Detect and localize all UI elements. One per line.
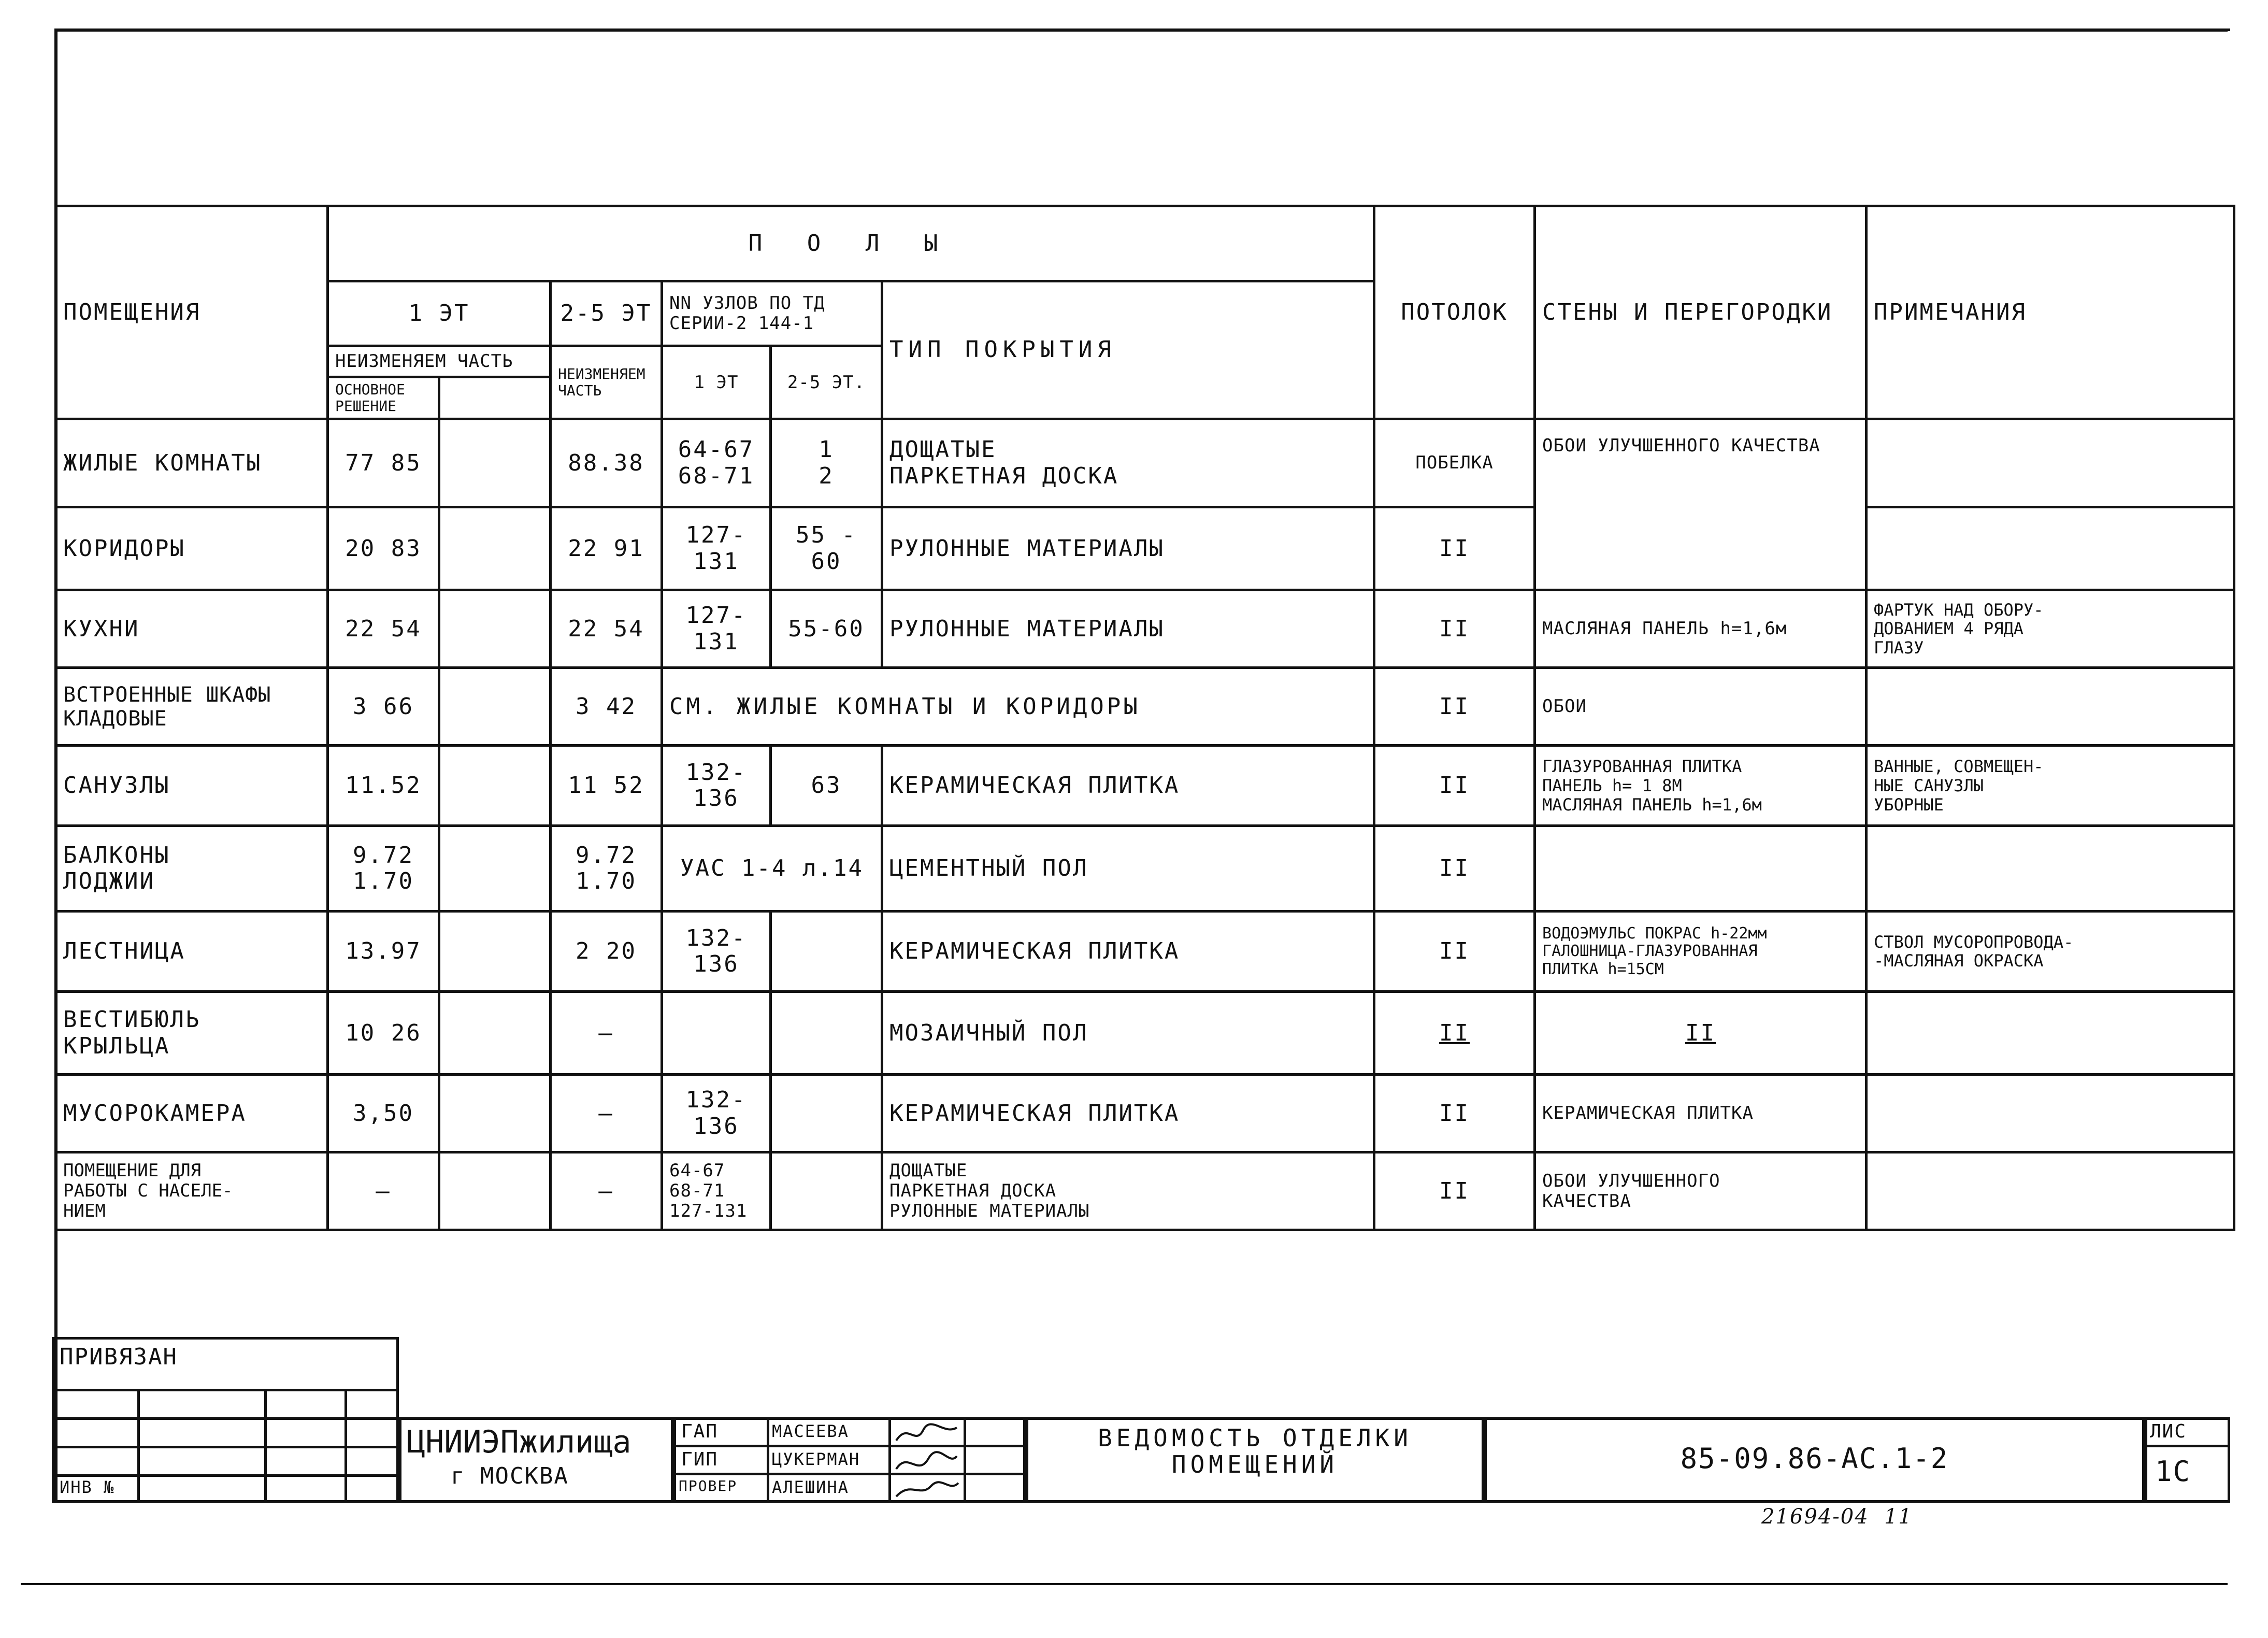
walls: II (1535, 992, 1867, 1075)
ceiling: II (1374, 507, 1535, 590)
area-main: 20 83 (328, 507, 439, 590)
area-2-5: 22 91 (551, 507, 662, 590)
empty-header (439, 377, 551, 419)
org-name: ЦНИИЭПжилища (407, 1424, 631, 1460)
area-2-5: 3 42 (551, 668, 662, 746)
nodes-2-5 (771, 911, 882, 992)
main-solution-header: ОСНОВНОЕ РЕШЕНИЕ (328, 377, 439, 419)
sheet-label: ЛИС (2150, 1421, 2187, 1442)
area-empty (439, 419, 551, 507)
sig-sep-2 (673, 1473, 1026, 1475)
ceiling-header: ПОТОЛОК (1374, 206, 1535, 419)
walls: ОБОИ УЛУЧШЕННОГО КАЧЕСТВА (1535, 419, 1867, 590)
room-name: САНУЗЛЫ (56, 746, 328, 826)
attached-vsep-3 (344, 1389, 347, 1503)
cover-type: РУЛОННЫЕ МАТЕРИАЛЫ (882, 507, 1374, 590)
area-2-5: 22 54 (551, 590, 662, 668)
area-main: — (328, 1152, 439, 1230)
cover-type: РУЛОННЫЕ МАТЕРИАЛЫ (882, 590, 1374, 668)
nodes-2-5 (771, 992, 882, 1075)
room-name: БАЛКОНЫ ЛОДЖИИ (56, 826, 328, 911)
attached-vsep-2 (264, 1389, 267, 1503)
area-2-5: 9.72 1.70 (551, 826, 662, 911)
rooms-header: ПОМЕЩЕНИЯ (56, 206, 328, 419)
nodes-1: 132-136 (662, 746, 771, 826)
ceiling: II (1374, 668, 1535, 746)
nodes-2-5: 1 2 (771, 419, 882, 507)
signature-marks (892, 1420, 962, 1500)
table-row (56, 507, 2234, 590)
frame-top-line (54, 29, 2230, 31)
table-row (56, 668, 2234, 746)
table-row (56, 911, 2234, 992)
header-row-1 (56, 206, 2234, 281)
org-city: г МОСКВА (451, 1463, 569, 1489)
room-name: КУХНИ (56, 590, 328, 668)
nodes-merged: УАС 1-4 л.14 (662, 826, 882, 911)
table-row (56, 746, 2234, 826)
nodes-25et-header: 2-5 ЭТ. (771, 346, 882, 419)
archive-number: 21694-04 11 (1761, 1505, 1913, 1529)
walls: ОБОИ (1535, 668, 1867, 746)
area-empty (439, 992, 551, 1075)
walls: КЕРАМИЧЕСКАЯ ПЛИТКА (1535, 1075, 1867, 1152)
nodes-1 (662, 992, 771, 1075)
cover-type-header: ТИП ПОКРЫТИЯ (882, 281, 1374, 419)
sheet-sep (2145, 1445, 2230, 1447)
role-gap: ГАП (681, 1421, 719, 1442)
area-2-5: 11 52 (551, 746, 662, 826)
nodes-1: 127-131 (662, 507, 771, 590)
table-row (56, 1075, 2234, 1152)
nodes-2-5 (771, 1152, 882, 1230)
note: ФАРТУК НАД ОБОРУ- ДОВАНИЕМ 4 РЯДА ГЛАЗУ (1867, 590, 2234, 668)
nodes-2-5: 55-60 (771, 590, 882, 668)
cover-type: КЕРАМИЧЕСКАЯ ПЛИТКА (882, 1075, 1374, 1152)
nodes-1et-header: 1 ЭТ (662, 346, 771, 419)
note (1867, 992, 2234, 1075)
ceiling: II (1374, 992, 1535, 1075)
cover-type: ДОЩАТЫЕ ПАРКЕТНАЯ ДОСКА (882, 419, 1374, 507)
table-row (56, 826, 2234, 911)
room-name: МУСОРОКАМЕРА (56, 1075, 328, 1152)
nodes-1: 132-136 (662, 911, 771, 992)
walls: МАСЛЯНАЯ ПАНЕЛЬ h=1,6м (1535, 590, 1867, 668)
role-prover: ПРОВЕР (679, 1477, 738, 1494)
area-main: 9.72 1.70 (328, 826, 439, 911)
table-row (56, 590, 2234, 668)
area-main: 11.52 (328, 746, 439, 826)
area-2-5: 2 20 (551, 911, 662, 992)
name-aleshina: АЛЕШИНА (772, 1477, 849, 1497)
cover-type: МОЗАИЧНЫЙ ПОЛ (882, 992, 1374, 1075)
room-name: ЖИЛЫЕ КОМНАТЫ (56, 419, 328, 507)
nodes-2-5: 63 (771, 746, 882, 826)
area-2-5: — (551, 1075, 662, 1152)
note (1867, 826, 2234, 911)
area-2-5: — (551, 992, 662, 1075)
cover-type: КЕРАМИЧЕСКАЯ ПЛИТКА (882, 746, 1374, 826)
note: ВАННЫЕ, СОВМЕЩЕН- НЫЕ САНУЗЛЫ УБОРНЫЕ (1867, 746, 2234, 826)
area-main: 13.97 (328, 911, 439, 992)
sheet-number: 1С (2155, 1455, 2191, 1488)
room-name: ПОМЕЩЕНИЕ ДЛЯ РАБОТЫ С НАСЕЛЕ- НИЕМ (56, 1152, 328, 1230)
nodes-header: NN УЗЛОВ ПО ТД СЕРИИ-2 144-1 (662, 281, 882, 346)
room-name: ВЕСТИБЮЛЬ КРЫЛЬЦА (56, 992, 328, 1075)
note (1867, 507, 2234, 590)
name-tsukerman: ЦУКЕРМАН (772, 1449, 860, 1469)
document-title: ВЕДОМОСТЬ ОТДЕЛКИ ПОМЕЩЕНИЙ (1098, 1424, 1412, 1478)
ceiling: II (1374, 1152, 1535, 1230)
walls: ОБОИ УЛУЧШЕННОГО КАЧЕСТВА (1535, 1152, 1867, 1230)
attached-vsep-1 (137, 1389, 140, 1503)
area-empty (439, 1075, 551, 1152)
note (1867, 1152, 2234, 1230)
area-main: 3,50 (328, 1075, 439, 1152)
area-empty (439, 668, 551, 746)
cover-type: КЕРАМИЧЕСКАЯ ПЛИТКА (882, 911, 1374, 992)
room-name: ВСТРОЕННЫЕ ШКАФЫ КЛАДОВЫЕ (56, 668, 328, 746)
unchanged-part-25-header: НЕИЗМЕНЯЕМ ЧАСТЬ (551, 346, 662, 419)
ceiling: II (1374, 911, 1535, 992)
nodes-1: 127-131 (662, 590, 771, 668)
ceiling: II (1374, 590, 1535, 668)
nodes-2-5 (771, 1075, 882, 1152)
walls (1535, 826, 1867, 911)
area-empty (439, 826, 551, 911)
area-empty (439, 911, 551, 992)
ceiling: II (1374, 746, 1535, 826)
area-main: 3 66 (328, 668, 439, 746)
area-2-5: — (551, 1152, 662, 1230)
floors-header: П О Л Ы (328, 206, 1374, 281)
cover-reference: СМ. ЖИЛЫЕ КОМНАТЫ И КОРИДОРЫ (662, 668, 1374, 746)
walls: ГЛАЗУРОВАННАЯ ПЛИТКА ПАНЕЛЬ h= 1 8М МАСЛЯНАЯ ПАНЕЛЬ h=1,6м (1535, 746, 1867, 826)
sig-sep-1 (673, 1445, 1026, 1447)
note (1867, 419, 2234, 507)
note: СТВОЛ МУСОРОПРОВОДА- -МАСЛЯНАЯ ОКРАСКА (1867, 911, 2234, 992)
ceiling: II (1374, 1075, 1535, 1152)
table-row (56, 419, 2234, 507)
cover-type: ДОЩАТЫЕ ПАРКЕТНАЯ ДОСКА РУЛОННЫЕ МАТЕРИАЛЫ (882, 1152, 1374, 1230)
sig-vsep-2 (888, 1417, 891, 1503)
role-gip: ГИП (681, 1449, 719, 1470)
room-name: КОРИДОРЫ (56, 507, 328, 590)
table-row (56, 992, 2234, 1075)
area-empty (439, 507, 551, 590)
note (1867, 668, 2234, 746)
area-main: 10 26 (328, 992, 439, 1075)
nodes-1: 64-67 68-71 127-131 (662, 1152, 771, 1230)
floor25-header: 2-5 ЭТ (551, 281, 662, 346)
ceiling: ПОБЕЛКА (1374, 419, 1535, 507)
finishing-table (54, 205, 2235, 1231)
floor1-header: 1 ЭТ (328, 281, 551, 346)
bottom-trim-line (21, 1583, 2228, 1585)
room-name: ЛЕСТНИЦА (56, 911, 328, 992)
cover-type: ЦЕМЕНТНЫЙ ПОЛ (882, 826, 1374, 911)
table-row (56, 1152, 2234, 1230)
nodes-2-5: 55 - 60 (771, 507, 882, 590)
name-maseeva: МАСЕЕВА (772, 1421, 849, 1441)
sig-vsep-3 (964, 1417, 966, 1503)
ceiling: II (1374, 826, 1535, 911)
nodes-1: 132-136 (662, 1075, 771, 1152)
attached-label: ПРИВЯЗАН (60, 1344, 178, 1370)
sig-vsep-1 (767, 1417, 769, 1503)
note (1867, 1075, 2234, 1152)
area-main: 22 54 (328, 590, 439, 668)
area-main: 77 85 (328, 419, 439, 507)
area-2-5: 88.38 (551, 419, 662, 507)
area-empty (439, 746, 551, 826)
nodes-1: 64-67 68-71 (662, 419, 771, 507)
walls: ВОДОЭМУЛЬС ПОКРАС h-22мм ГАЛОШНИЦА-ГЛАЗУРОВАННАЯ ПЛИТКА h=15СМ (1535, 911, 1867, 992)
area-empty (439, 590, 551, 668)
inv-no-label: ИНВ № (60, 1477, 115, 1497)
notes-header: ПРИМЕЧАНИЯ (1867, 206, 2234, 419)
unchanged-part-header: НЕИЗМЕНЯЕМ ЧАСТЬ (328, 346, 551, 377)
document-code: 85-09.86-АС.1-2 (1680, 1442, 1949, 1475)
walls-header: СТЕНЫ И ПЕРЕГОРОДКИ (1535, 206, 1867, 419)
area-empty (439, 1152, 551, 1230)
